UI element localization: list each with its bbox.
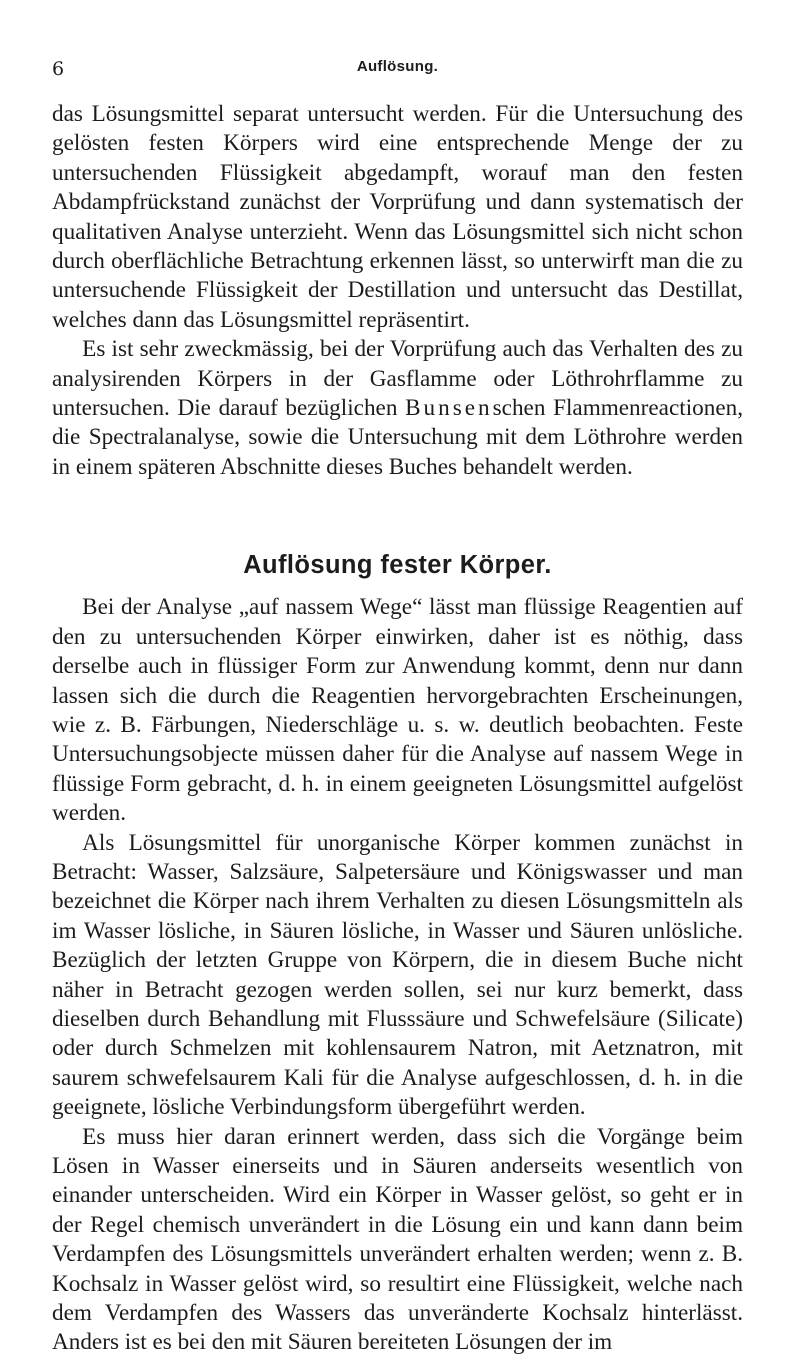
page-number: 6: [52, 58, 65, 80]
paragraph-solvent-separation: das Lösungsmittel separat untersucht werden. Für die Untersuchung des gelösten festen Körpers wird eine entsprechende Menge der zu untersuchenden Flüssigkeit abgedampft, worauf man den festen Abdampfrückstand zunächst der Vorprüfung und dann systematisch der qualitativen Analyse unterzieht. Wenn das Lösungsmittel sich nicht schon durch oberflächliche Betrachtung erkennen lässt, so unterwirft man die zu untersuchende Flüssigkeit der Destillation und untersucht das Destillat, welches dann das Lösungsmittel repräsentirt.: [52, 101, 743, 333]
paragraph-text: schen Flammenreactionen, die Spectralanalyse, sowie die Untersuchung mit dem Löthrohre werden in einem späteren Abschnitte dieses Buches behandelt werden.: [52, 395, 744, 480]
section-heading: Auflösung fester Körper.: [243, 551, 552, 580]
body-text: [52, 100, 743, 1358]
paragraph-flame-tests: [52, 335, 743, 482]
running-title: Auflösung.: [356, 58, 439, 75]
paragraph-wet-analysis: Bei der Analyse „auf nassem Wege“ lässt man flüssige Reagentien auf den zu untersuchenden Körper einwirken, daher ist es nöthig, dass derselbe auch in flüssiger Form zur Anwendung kommt, denn nur dann lassen sich die durch die Reagentien hervorgebrachten Erscheinungen, wie z. B. Färbungen, Niederschläge u. s. w. deutlich beobachten. Feste Untersuchungsobjecte müssen daher für die Analyse auf nassem Wege in flüssige Form gebracht, d. h. in einem geeigneten Lösungsmittel aufgelöst werden.: [52, 594, 743, 827]
paragraph-dissolution-processes: Es muss hier daran erinnert werden, dass sich die Vorgänge beim Lösen in Wasser einerseits und in Säuren anderseits wesentlich von einander unterscheiden. Wird ein Körper in Wasser gelöst, so geht er in der Regel chemisch unverändert in die Lösung ein und kann dann beim Verdampfen des Lösungsmittels unverändert erhalten werden; wenn z. B. Kochsalz in Wasser gelöst wird, so resultirt eine Flüssigkeit, welche nach dem Verdampfen des Wassers das unveränderte Kochsalz hinterlässt. Anders ist es bei den mit Säuren bereiteten Lösungen der im: [52, 1123, 743, 1356]
bunsen-name: Bunsen: [405, 395, 493, 422]
paragraph-text: Es ist sehr zweckmässig, bei der Vorprüfung auch das Verhalten des zu analysirenden Körpers in der Gasflamme oder Löthrohrflamme zu untersuchen. Die darauf bezüglichen: [52, 336, 743, 422]
running-head: [52, 58, 743, 80]
paragraph-solvents: Als Lösungsmittel für unorganische Körper kommen zunächst in Betracht: Wasser, Salzsäure, Salpetersäure und Königswasser und man bezeichnet die Körper nach ihrem Verhalten zu diesen Lösungsmitteln als im Wasser lösliche, in Säuren lösliche, in Wasser und Säuren unlösliche. Bezüglich der letzten Gruppe von Körpern, die in diesem Buche nicht näher in Betracht gezogen werden sollen, sei nur kurz bemerkt, dass dieselben durch Behandlung mit Flusssäure und Schwefelsäure (Silicate) oder durch Schmelzen mit kohlensaurem Natron, mit Aetznatron, mit saurem schwefelsaurem Kali für die Analyse aufgeschlossen, d. h. in die geeignete, lösliche Verbindungsform übergeführt werden.: [52, 829, 743, 1121]
